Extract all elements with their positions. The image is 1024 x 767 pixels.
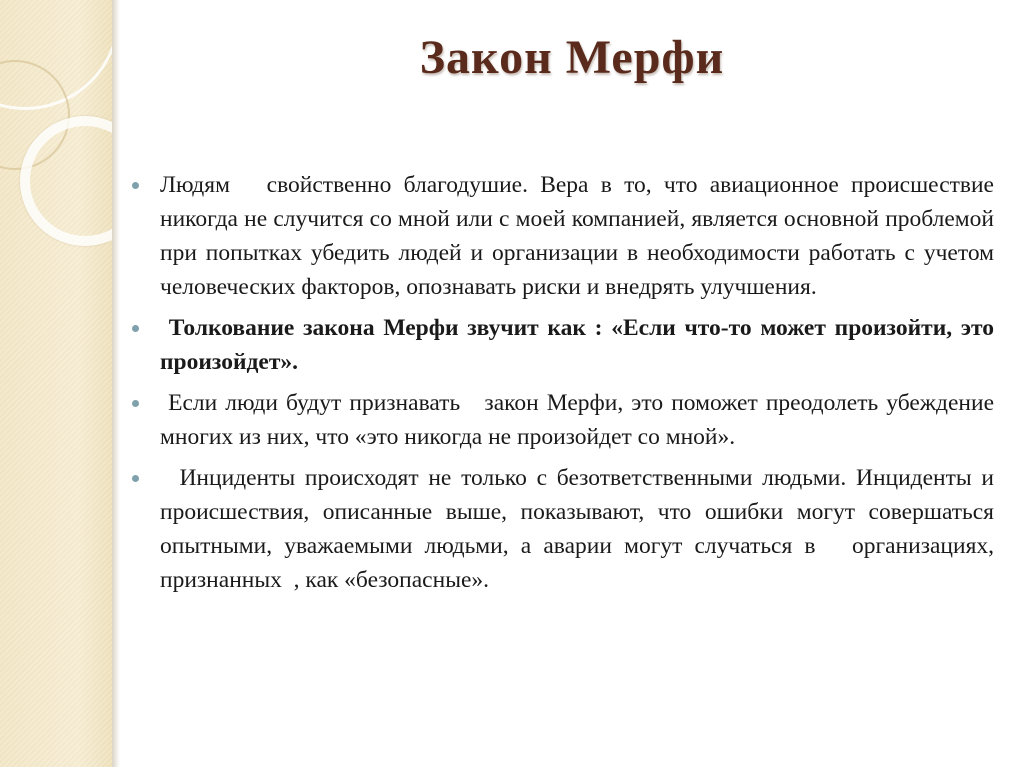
bullet-item: [130, 168, 1006, 304]
bullet-item: [130, 461, 1012, 597]
bullet-dot-icon: [132, 475, 139, 482]
panel-shadow: [112, 0, 120, 767]
bullet-list: [130, 168, 1012, 604]
bullet-dot-icon: [132, 325, 139, 332]
bullet-text: Толкование закона Мерфи звучит как : «Если что-то может произойти, это произойдет».: [160, 315, 1000, 375]
bullet-item: [130, 311, 1000, 379]
decorative-side-panel: [0, 0, 112, 767]
slide-title: Закон Мерфи: [419, 31, 725, 84]
bullet-text: Инциденты происходят не только с безответственными людьми. Инциденты и происшествия, описанные выше, показывают, что ошибки могут совершаться опытными, уважаемыми людьми, а аварии могут случаться в организациях, признанных , как «безопасные».: [160, 465, 1012, 593]
bullet-text: Если люди будут признавать закон Мерфи, это поможет преодолеть убеждение многих из них, что «это никогда не произойдет со мной».: [160, 390, 1000, 450]
bullet-dot-icon: [132, 400, 139, 407]
bullet-item: [130, 386, 1000, 454]
bullet-text: Людям свойственно благодушие. Вера в то, что авиационное происшествие никогда не случится со мной или с моей компанией, является основной проблемой при попытках убедить людей и организации в необходимости работать с учетом человеческих факторов, опознавать риски и внедрять улучшения.: [160, 172, 1006, 300]
bullet-dot-icon: [132, 182, 139, 189]
